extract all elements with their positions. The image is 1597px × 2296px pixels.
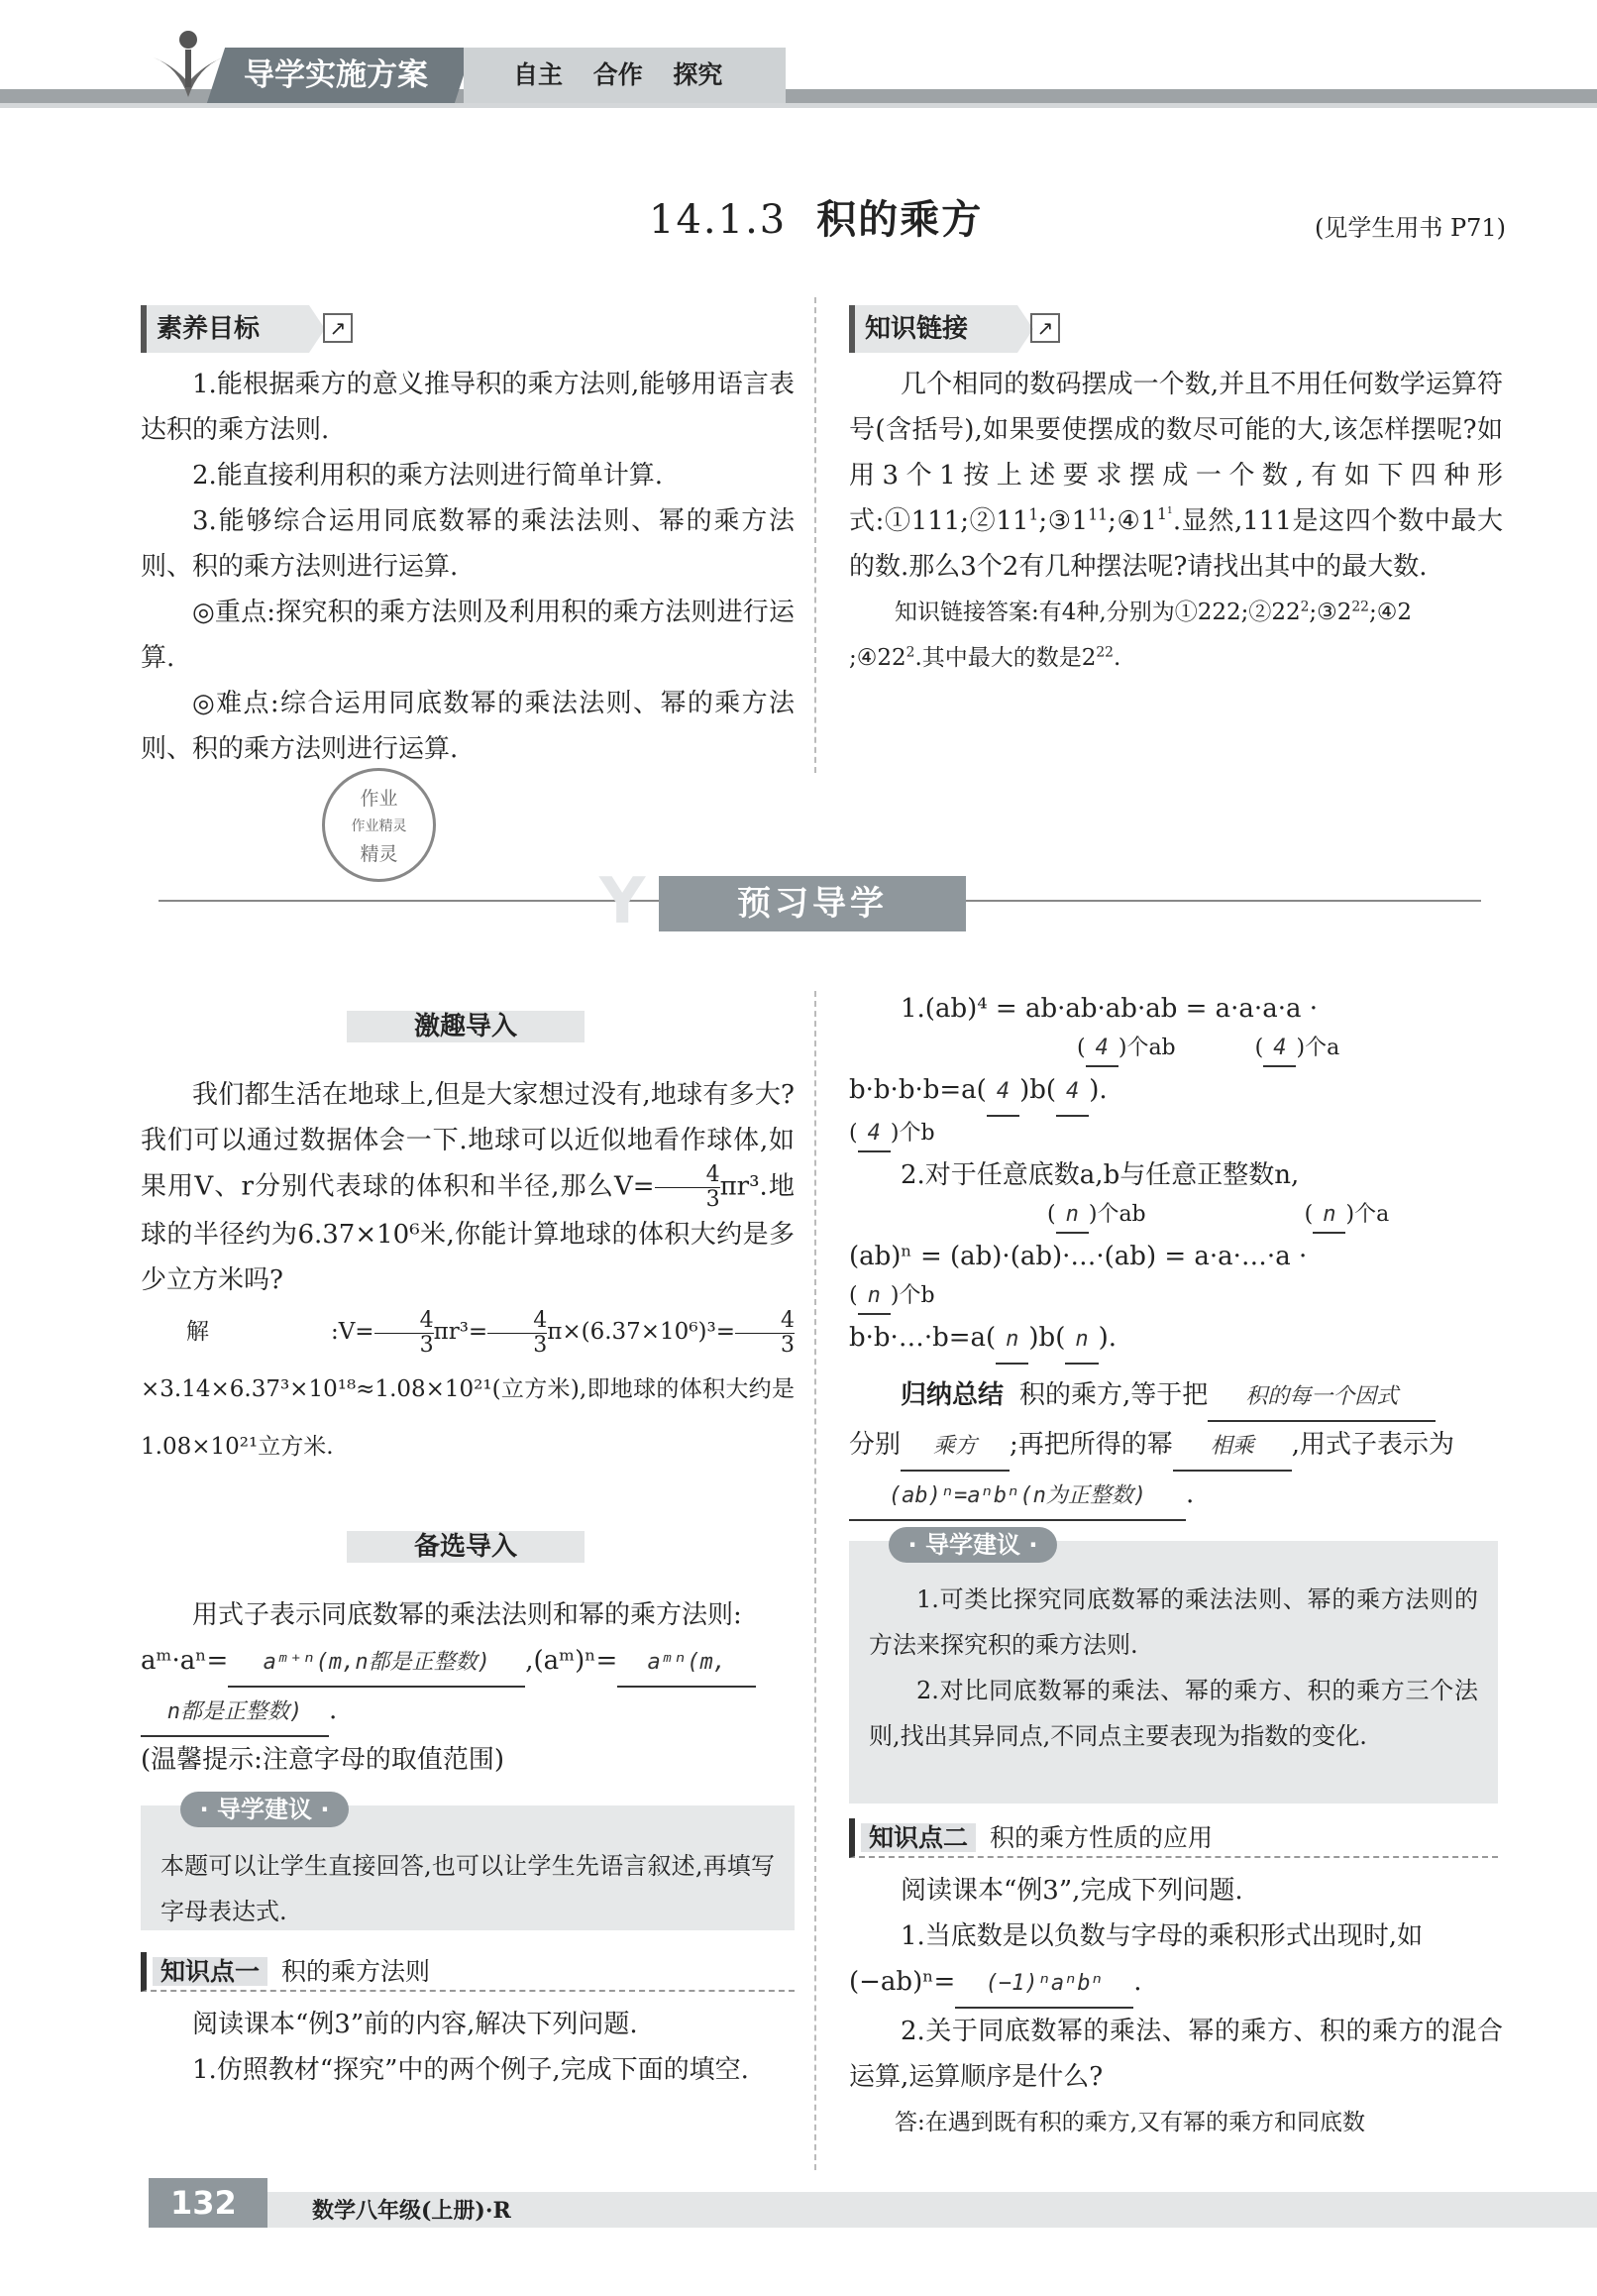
goals-label: 素养目标 (141, 305, 309, 353)
column-divider (814, 991, 816, 2170)
reference-note: (见学生用书 P71) (1314, 214, 1506, 242)
guide-box-2 (849, 1531, 1498, 1804)
section-header (159, 865, 1481, 938)
guide-label: · 导学建议 · (889, 1527, 1057, 1563)
kp1-text: 阅读课本“例3”前的内容,解决下列问题. 1.仿照教材“探究”中的两个例子,完成下面的填空. (192, 2010, 749, 2085)
intro-label: 激趣导入 (347, 1011, 585, 1042)
arrow-icon: ↗ (323, 313, 353, 343)
banner-tab-main: 导学实施方案 (207, 48, 473, 103)
link-text: 几个相同的数码摆成一个数,并且不用任何数学运算符号(含括号),如果要使摆成的数尽可能的大,该怎样摆呢?如用3个1按上述要求摆成一个数,有如下四种形式$:①111;②11^1;③1^{11};④1^{1^1}$.显然,111是这四个数中最大的数.那么3个2有几种摆法呢?请找出其中的最大数. 知识链接答案:有4种,分别为$①222;②22^2;③2^{22};④2$ $;④22^2$.其中最大的数是$2^{22}$. (849, 370, 1503, 671)
alt-text: 用式子表示同底数幂的乘法法则和幂的乘方法则: aᵐ·aⁿ= aᵐ⁺ⁿ(m,n都是正整数) ,(aᵐ)ⁿ= aᵐⁿ(m, n都是正整数) . (温馨提示:注意字母的取值范围) (141, 1592, 795, 1783)
arrow-icon: ↗ (1030, 313, 1060, 343)
lesson-title: 14.1.3 积的乘方 (649, 197, 984, 243)
banner-bar-light (0, 103, 1597, 108)
guide-box-1 (141, 1796, 795, 1930)
section-letter-icon: Y (599, 865, 646, 938)
header-banner (0, 40, 1597, 109)
guide-label: · 导学建议 · (180, 1792, 349, 1827)
link-label: 知识链接 (849, 305, 1017, 353)
exercise-1: 1.(ab)⁴ = ab·ab·ab·ab = a·a·a·a · ( 4 )个ab ( 4 )个a b·b·b·b=a( 4 )b( 4 ). ( 4 )个b 2.对于任意底数a,b与任意正整数n, ( n )个ab ( n )个a (ab)ⁿ = (ab)·(ab)·…·(ab) = a·a·…·a · ( n )个b b·b·…·b=a( n )b( n ). 归纳总结 积的乘方,等于把 积的每一个因式 分别 乘方 ;再把所得的幂 相乘 ,用式子表示为 (ab)ⁿ=aⁿbⁿ(n为正整数) . (849, 986, 1503, 1521)
page-number: 132 (149, 2178, 267, 2228)
kp2-text: 阅读课本“例3”,完成下列问题. 1.当底数是以负数与字母的乘积形式出现时,如 (−ab)ⁿ= (−1)ⁿaⁿbⁿ . 2.关于同底数幂的乘法、幂的乘方、积的乘方的混合运算,运算顺序是什么? 答:在遇到既有积的乘方,又有幂的乘方和同底数 (849, 1876, 1503, 2135)
homework-stamp-icon: 作业 作业精灵 精灵 (322, 768, 436, 882)
guide-text: 本题可以让学生直接回答,也可以让学生先语言叙述,再填写字母表达式. (160, 1852, 775, 1925)
banner-tab-sub: 自主 合作 探究 (464, 48, 786, 103)
book-title: 数学八年级(上册)·R (312, 2198, 511, 2224)
guide-text: 1.可类比探究同底数幂的乘法法则、幂的乘方法则的方法来探究积的乘方法则. 2.对比同底数幂的乘法、幂的乘方、积的乘方三个法则,找出其异同点,不同点主要表现为指数的变化. (869, 1585, 1478, 1750)
knowledge-point-2: 知识点二 积的乘方性质的应用 (849, 1818, 1498, 1858)
section-title: 预习导学 (659, 876, 966, 931)
alt-label: 备选导入 (347, 1531, 585, 1563)
page-footer (0, 2170, 1597, 2230)
column-divider (814, 297, 816, 773)
intro-text: 我们都生活在地球上,但是大家想过没有,地球有多大?我们可以通过数据体会一下.地球可以近似地看作球体,如果用V、r分别代表球的体积和半径,那么V= $\frac{4}{3}$ πr³.地球的半径约为6.37×10⁶米,你能计算地球的体积大约是多少立方米吗? 解:V= $\frac{4}{3}$ πr³= $\frac{4}{3}$ π×(6.37×10⁶)³= $\frac{4}{3}$ ×3.14×6.37³×10¹⁸≈1.08×10²¹(立方米),即地球的体积大约是1.08×10²¹立方米. (141, 1080, 795, 1460)
goals-text: 1.能根据乘方的意义推导积的乘方法则,能够用语言表达积的乘方法则. 2.能直接利用积的乘方法则进行简单计算. 3.能够综合运用同底数幂的乘法法则、幂的乘方法则、积的乘方法则进行运算. ◎重点:探究积的乘方法则及利用积的乘方法则进行运算. ◎难点:综合运用同底数幂的乘法法则、幂的乘方法则、积的乘方法则进行运算. (141, 370, 795, 764)
person-book-logo-icon (149, 28, 228, 101)
knowledge-point-1: 知识点一 积的乘方法则 (141, 1952, 795, 1992)
